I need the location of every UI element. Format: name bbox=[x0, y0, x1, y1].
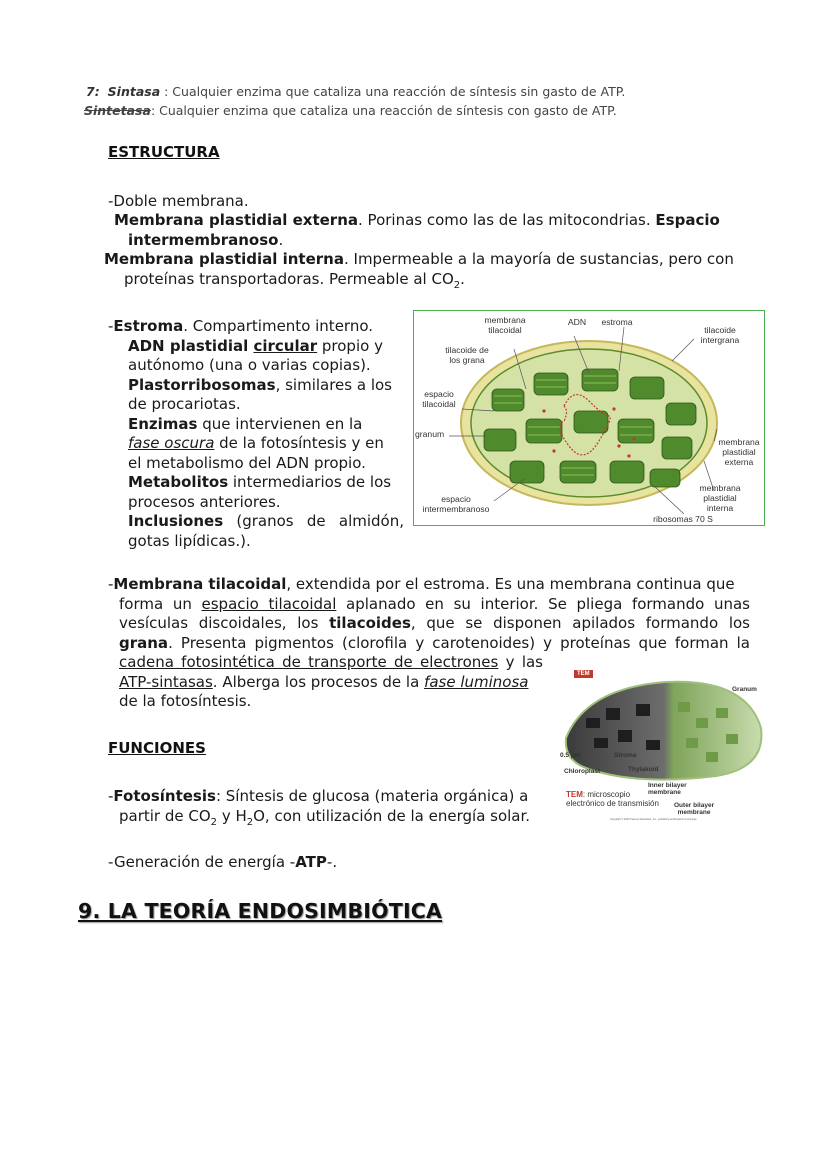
enzimas-item bbox=[108, 415, 404, 474]
metabolitos-text2: procesos anteriores. bbox=[128, 492, 281, 511]
tem-label-scale: 0.5 µm bbox=[560, 752, 581, 759]
plastorribosomas-text: , similares a los bbox=[275, 375, 392, 394]
term-sintetasa: Sintetasa bbox=[84, 103, 151, 118]
label-membrana-interna: membrana plastidial interna bbox=[699, 483, 741, 513]
tilacoidal-text2a: forma un bbox=[119, 594, 202, 613]
generacion-energia bbox=[108, 853, 337, 873]
estroma-line bbox=[108, 317, 404, 337]
intermembranoso-term: intermembranoso bbox=[128, 230, 279, 249]
enzimas-text: que intervienen en la bbox=[197, 414, 363, 433]
label-tilacoide-intergrana: tilacoide intergrana bbox=[700, 325, 740, 345]
tem-copyright: Copyright © 2006 Pearson Education, Inc., publishing as Benjamin Cummings bbox=[610, 818, 697, 821]
atp-sintasas-term: ATP-sintasas bbox=[119, 672, 213, 691]
metabolitos-item bbox=[108, 473, 404, 512]
inclusiones-line2 bbox=[108, 532, 404, 552]
period: . bbox=[278, 230, 284, 249]
h2o-subscript: 2 bbox=[246, 816, 254, 828]
tem-caption-text: : microscopio electrónico de transmisión bbox=[566, 790, 659, 808]
membrana-externa-text: . Porinas como las de las mitocondrias. bbox=[358, 211, 656, 229]
tilacoidal-line1 bbox=[108, 575, 750, 595]
tilacoidal-line2 bbox=[108, 595, 750, 615]
tilacoidal-text1: , extendida por el estroma. Es una membrana continua que bbox=[286, 575, 735, 593]
adn-text: propio y bbox=[317, 336, 383, 355]
metabolitos-text: intermediarios de los bbox=[228, 473, 392, 491]
note-sintetasa bbox=[84, 103, 617, 118]
estroma-block bbox=[108, 317, 404, 551]
metabolitos-term: Metabolitos bbox=[128, 473, 229, 491]
label-ribosomas: ribosomas 70 S bbox=[653, 514, 713, 524]
tilacoidal-line5 bbox=[108, 653, 543, 673]
term-sintasa: Sintasa bbox=[107, 84, 161, 99]
fotosintesis-text2a: partir de CO bbox=[119, 806, 211, 825]
label-adn: ADN bbox=[567, 317, 587, 327]
tilacoides-term: tilacoides bbox=[329, 614, 411, 632]
section-9-title: 9. LA TEORÍA ENDOSIMBIÓTICA bbox=[78, 899, 443, 923]
fase-luminosa-term: fase luminosa bbox=[424, 672, 529, 691]
label-membrana-tilacoidal: membrana tilacoidal bbox=[484, 315, 526, 335]
tem-label-granum: Granum bbox=[732, 686, 757, 693]
fotosintesis-text2c: O, con utilización de la energía solar. bbox=[253, 806, 531, 825]
dash: - bbox=[108, 575, 114, 593]
adn-item bbox=[108, 337, 404, 376]
circular-term: circular bbox=[253, 336, 318, 355]
grana-term: grana bbox=[119, 633, 169, 652]
membrana-interna-para bbox=[104, 250, 764, 295]
label-estroma: estroma bbox=[601, 317, 633, 327]
period: . bbox=[460, 269, 465, 288]
note-number: 7: bbox=[86, 84, 100, 99]
enzimas-text3: el metabolismo del ADN propio. bbox=[128, 453, 366, 472]
tilacoidal-line7: de la fotosíntesis. bbox=[119, 692, 252, 710]
estroma-text: . Compartimento interno. bbox=[183, 317, 374, 335]
inclusiones-text2: gotas lipídicas.). bbox=[128, 531, 251, 550]
tem-caption bbox=[566, 790, 659, 808]
tilacoidal-text6: . Alberga los procesos de la bbox=[212, 672, 425, 691]
fase-oscura-link: fase oscura bbox=[128, 434, 215, 452]
membrana-interna-term: Membrana plastidial interna bbox=[104, 250, 344, 268]
def-sintetasa: : Cualquier enzima que cataliza una reacción de síntesis con gasto de ATP. bbox=[150, 103, 617, 118]
label-espacio-tilacoidal: espacio tilacoidal bbox=[422, 389, 456, 409]
cadena-fotosintetica-term: cadena fotosintética de transporte de electrones bbox=[119, 653, 499, 671]
tilacoidal-text3a: vesículas discoidales, los bbox=[119, 614, 330, 632]
fotosintesis-term: Fotosíntesis bbox=[113, 787, 216, 805]
fotosintesis-item bbox=[108, 787, 548, 832]
dash: - bbox=[108, 317, 114, 335]
tem-chloroplast-shape bbox=[566, 682, 762, 780]
def-sintasa: : Cualquier enzima que cataliza una reacción de síntesis sin gasto de ATP. bbox=[160, 84, 626, 99]
label-membrana-externa: membrana plastidial externa bbox=[718, 437, 760, 467]
atp-term: ATP bbox=[295, 853, 327, 871]
membrana-interna-text: . Impermeable a la mayoría de sustancias, pero con bbox=[343, 250, 734, 268]
tem-label-stroma: Stroma bbox=[614, 752, 637, 759]
membrana-externa-para bbox=[114, 211, 754, 250]
generacion-text: -Generación de energía - bbox=[108, 853, 296, 871]
fotosintesis-line2 bbox=[108, 807, 548, 833]
fotosintesis-line1 bbox=[108, 787, 548, 807]
dash: - bbox=[108, 787, 114, 805]
tilacoidal-text3c: , que se disponen apilados formando los bbox=[410, 614, 750, 632]
heading-funciones: FUNCIONES bbox=[108, 739, 206, 757]
adn-text2: autónomo (una o varias copias). bbox=[128, 356, 371, 374]
estroma-term: Estroma bbox=[113, 317, 184, 335]
generacion-end: -. bbox=[326, 853, 338, 871]
label-granum: granum bbox=[415, 429, 445, 439]
tem-badge: TEM bbox=[574, 670, 593, 678]
note-sintasa bbox=[86, 84, 625, 99]
heading-estructura: ESTRUCTURA bbox=[108, 143, 220, 161]
espacio-tilacoidal-term: espacio tilacoidal bbox=[201, 594, 337, 613]
adn-term: ADN plastidial bbox=[128, 336, 254, 355]
tilacoidal-line4 bbox=[108, 634, 750, 654]
plastorribosomas-text2: de procariotas. bbox=[128, 395, 241, 413]
plastorribosomas-item bbox=[108, 376, 404, 415]
plastorribosomas-term: Plastorribosomas bbox=[128, 375, 276, 394]
co2-subscript: 2 bbox=[210, 816, 218, 828]
espacio-term: Espacio bbox=[655, 211, 720, 229]
fotosintesis-text: : Síntesis de glucosa (materia orgánica) a bbox=[215, 787, 529, 805]
co2-subscript: 2 bbox=[453, 279, 461, 291]
doble-membrana: -Doble membrana. bbox=[108, 192, 249, 210]
inclusiones-term: Inclusiones bbox=[128, 512, 224, 530]
tem-label-thylakoid: Thylakoid bbox=[628, 766, 659, 773]
tem-label-chloroplast: Chloroplast bbox=[564, 768, 601, 775]
inclusiones-text: (granos de almidón, bbox=[223, 512, 404, 530]
tilacoidal-line3 bbox=[108, 614, 750, 634]
tem-label-inner: Inner bilayer membrane bbox=[648, 782, 687, 796]
membrana-interna-text2: proteínas transportadoras. Permeable al CO bbox=[124, 269, 454, 288]
tem-label-outer: Outer bilayer membrane bbox=[674, 802, 715, 816]
label-espacio-intermembranoso: espacio intermembranoso bbox=[422, 494, 490, 514]
tilacoidal-text2b: aplanado en su interior. Se pliega formando unas bbox=[336, 594, 750, 613]
tilacoidal-text4: . Presenta pigmentos (clorofila y carotenoides) y proteínas que forman la bbox=[168, 633, 750, 652]
membrana-externa-term: Membrana plastidial externa bbox=[114, 211, 359, 229]
membrana-tilacoidal-term: Membrana tilacoidal bbox=[113, 575, 287, 593]
chloroplast-diagram bbox=[413, 310, 765, 526]
label-tilacoide-grana: tilacoide de los grana bbox=[445, 345, 489, 365]
inclusiones-item bbox=[108, 512, 404, 532]
tem-figure bbox=[556, 668, 770, 828]
tilacoidal-text5: y las bbox=[498, 653, 543, 671]
enzimas-term: Enzimas bbox=[128, 414, 198, 433]
tem-caption-bold: TEM bbox=[566, 790, 583, 799]
enzimas-text2: de la fotosíntesis y en bbox=[214, 434, 384, 452]
fotosintesis-text2b: y H bbox=[217, 806, 247, 825]
